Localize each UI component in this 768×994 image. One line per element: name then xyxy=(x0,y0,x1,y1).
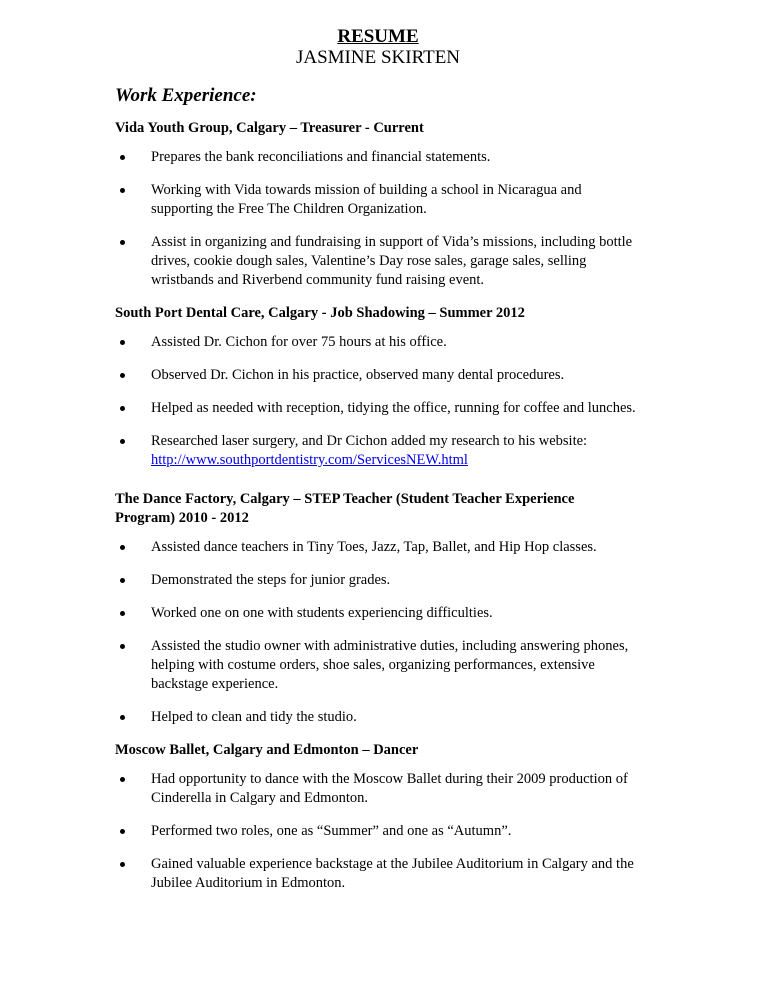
list-item xyxy=(115,571,641,590)
resume-header xyxy=(115,26,641,69)
bullet-icon xyxy=(120,644,125,649)
list-item xyxy=(115,538,641,557)
list-item-text: Assisted the studio owner with administrative duties, including answering phones, helping with costume orders, shoe sales, organizing performances, extensive backstage experience. xyxy=(151,638,629,692)
bullet-icon xyxy=(120,715,125,720)
list-item xyxy=(115,181,641,219)
document-title: RESUME xyxy=(337,26,419,47)
list-item-text: Gained valuable experience backstage at the Jubilee Auditorium in Calgary and the Jubilee Auditorium in Edmonton. xyxy=(151,856,634,891)
job-title: Moscow Ballet, Calgary and Edmonton – Dancer xyxy=(115,742,419,758)
job-title: South Port Dental Care, Calgary - Job Shadowing – Summer 2012 xyxy=(115,305,525,321)
list-item xyxy=(115,399,641,418)
list-item xyxy=(115,637,641,694)
list-item xyxy=(115,233,641,290)
list-item xyxy=(115,855,641,893)
bullet-icon xyxy=(120,155,125,160)
job-title: The Dance Factory, Calgary – STEP Teacher (Student Teacher Experience Program) 2010 - 2012 xyxy=(115,491,575,526)
bullet-icon xyxy=(120,406,125,411)
bullet-icon xyxy=(120,862,125,867)
bullet-icon xyxy=(120,439,125,444)
list-item xyxy=(115,708,641,727)
list-item xyxy=(115,333,641,352)
website-link[interactable]: http://www.southportdentistry.com/ServicesNEW.html xyxy=(151,452,468,468)
bullet-icon xyxy=(120,373,125,378)
list-item-text: Researched laser surgery, and Dr Cichon added my research to his website: xyxy=(151,433,588,449)
list-item-text: Demonstrated the steps for junior grades. xyxy=(151,572,391,588)
bullet-icon xyxy=(120,188,125,193)
list-item-text: Helped to clean and tidy the studio. xyxy=(151,709,357,725)
bullet-icon xyxy=(120,240,125,245)
list-item-text: Assisted dance teachers in Tiny Toes, Jazz, Tap, Ballet, and Hip Hop classes. xyxy=(151,539,597,555)
job-entry-dance-factory xyxy=(115,490,768,727)
job-bullet-list xyxy=(115,148,768,290)
job-entry-vida xyxy=(115,119,768,290)
job-entry-moscow-ballet xyxy=(115,741,768,893)
bullet-icon xyxy=(120,578,125,583)
list-item-text: Worked one on one with students experiencing difficulties. xyxy=(151,605,493,621)
list-item-text: Assisted Dr. Cichon for over 75 hours at his office. xyxy=(151,334,447,350)
job-entry-south-port-dental xyxy=(115,304,768,470)
list-item-text: Working with Vida towards mission of building a school in Nicaragua and supporting the Free The Children Organization. xyxy=(151,182,582,217)
job-title: Vida Youth Group, Calgary – Treasurer - Current xyxy=(115,120,424,136)
list-item xyxy=(115,822,641,841)
candidate-name: JASMINE SKIRTEN xyxy=(295,47,461,68)
list-item-text: Had opportunity to dance with the Moscow Ballet during their 2009 production of Cinderella in Calgary and Edmonton. xyxy=(151,771,628,806)
list-item xyxy=(115,770,641,808)
list-item-text: Assist in organizing and fundraising in support of Vida’s missions, including bottle drives, cookie dough sales, Valentine’s Day rose sales, garage sales, selling wristbands and Riverbend community fund raising event. xyxy=(151,234,633,288)
work-experience-heading: Work Experience: xyxy=(115,85,257,106)
bullet-icon xyxy=(120,340,125,345)
list-item-text: Helped as needed with reception, tidying the office, running for coffee and lunches. xyxy=(151,400,636,416)
list-item xyxy=(115,366,641,385)
list-item-text: Observed Dr. Cichon in his practice, observed many dental procedures. xyxy=(151,367,565,383)
list-item-text: Performed two roles, one as “Summer” and one as “Autumn”. xyxy=(151,823,512,839)
job-bullet-list xyxy=(115,538,768,727)
job-bullet-list xyxy=(115,333,768,470)
bullet-icon xyxy=(120,545,125,550)
bullet-icon xyxy=(120,777,125,782)
list-item xyxy=(115,148,641,167)
bullet-icon xyxy=(120,611,125,616)
list-item-text: Prepares the bank reconciliations and financial statements. xyxy=(151,149,491,165)
list-item xyxy=(115,604,641,623)
bullet-icon xyxy=(120,829,125,834)
list-item xyxy=(115,432,641,470)
job-bullet-list xyxy=(115,770,768,893)
